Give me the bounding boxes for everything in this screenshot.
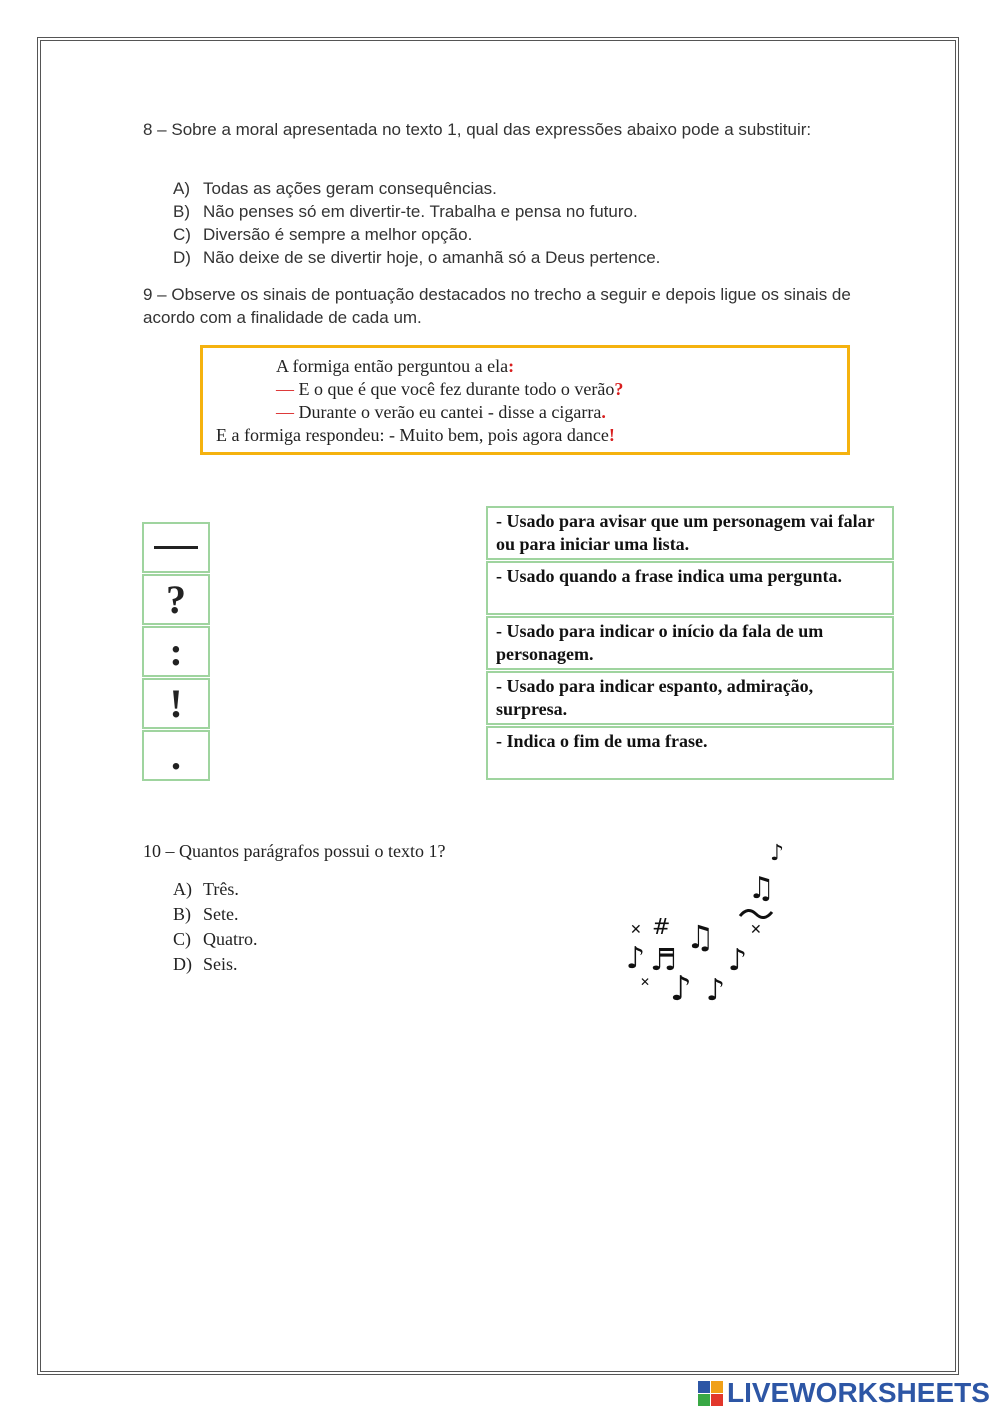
option-letter: A) bbox=[173, 179, 190, 198]
sharp-icon: # bbox=[652, 915, 671, 940]
option-text: Sete. bbox=[203, 904, 239, 924]
option-text: Três. bbox=[203, 879, 239, 899]
option-letter: B) bbox=[173, 202, 190, 221]
definition-column bbox=[486, 506, 894, 781]
option-text: Diversão é sempre a melhor opção. bbox=[203, 225, 473, 244]
option-a[interactable] bbox=[173, 877, 257, 902]
option-letter: A) bbox=[173, 879, 192, 899]
symbol-dash[interactable] bbox=[142, 522, 210, 573]
symbol-period[interactable]: . bbox=[142, 730, 210, 781]
highlighted-colon: : bbox=[508, 356, 515, 376]
option-b[interactable] bbox=[173, 902, 257, 927]
definition-item[interactable]: - Usado para indicar espanto, admiração, surpresa. bbox=[486, 671, 894, 725]
music-note-icon: ♬ bbox=[650, 943, 677, 978]
logo-squares-icon bbox=[698, 1381, 723, 1406]
option-letter: C) bbox=[173, 929, 191, 949]
punctuation-symbol-column bbox=[142, 522, 210, 782]
music-note-icon: ♪ bbox=[728, 943, 748, 978]
music-note-icon: ♫ bbox=[748, 871, 775, 906]
question-10: 10 – Quantos parágrafos possui o texto 1? bbox=[143, 841, 446, 861]
music-note-icon: ♫ bbox=[686, 918, 715, 956]
excerpt-line-2 bbox=[276, 379, 623, 400]
tilde-ornament bbox=[740, 910, 772, 917]
option-c[interactable] bbox=[173, 223, 660, 246]
question-9: 9 – Observe os sinais de pontuação destacados no trecho a seguir e depois ligue os sinais de acordo com a finalidade de cada um. bbox=[143, 285, 851, 327]
dash-glyph bbox=[154, 546, 198, 549]
excerpt-text: Durante o verão eu cantei - disse a cigarra bbox=[294, 402, 602, 422]
excerpt-line-1 bbox=[276, 356, 514, 377]
highlighted-dash: — bbox=[276, 402, 294, 422]
music-note-icon: ♪ bbox=[670, 969, 692, 1008]
excerpt-text: E a formiga respondeu: - Muito bem, pois agora dance bbox=[216, 425, 609, 445]
question-8: 8 – Sobre a moral apresentada no texto 1, qual das expressões abaixo pode a substituir: bbox=[143, 120, 812, 139]
highlighted-period: . bbox=[601, 402, 606, 422]
option-text: Não deixe de se divertir hoje, o amanhã só a Deus pertence. bbox=[203, 248, 661, 267]
option-letter: D) bbox=[173, 954, 192, 974]
option-text: Todas as ações geram consequências. bbox=[203, 179, 497, 198]
brand-name: LIVEWORKSHEETS bbox=[727, 1377, 990, 1408]
option-letter: D) bbox=[173, 248, 191, 267]
music-note-icon: ♪ bbox=[770, 841, 785, 866]
option-letter: B) bbox=[173, 904, 191, 924]
option-text: Não penses só em divertir-te. Trabalha e pensa no futuro. bbox=[203, 202, 638, 221]
question-8-options bbox=[173, 177, 660, 269]
option-text: Seis. bbox=[203, 954, 238, 974]
sparkle-icon: ✕ bbox=[640, 975, 651, 989]
option-letter: C) bbox=[173, 225, 191, 244]
sparkle-icon: ✕ bbox=[630, 922, 642, 938]
highlighted-dash: — bbox=[276, 379, 294, 399]
story-excerpt-box bbox=[200, 345, 850, 455]
highlighted-exclamation: ! bbox=[608, 425, 615, 445]
option-text: Quatro. bbox=[203, 929, 258, 949]
option-d[interactable] bbox=[173, 246, 660, 269]
option-a[interactable] bbox=[173, 177, 660, 200]
excerpt-text: E o que é que você fez durante todo o verão bbox=[294, 379, 615, 399]
definition-item[interactable]: - Usado para indicar o início da fala de um personagem. bbox=[486, 616, 894, 670]
sparkle-icon: ✕ bbox=[750, 922, 762, 938]
symbol-question-mark[interactable]: ? bbox=[142, 574, 210, 625]
definition-item[interactable]: - Indica o fim de uma frase. bbox=[486, 726, 894, 780]
music-note-icon: ♪ bbox=[626, 941, 646, 976]
symbol-colon[interactable]: : bbox=[142, 626, 210, 677]
definition-item[interactable]: - Usado para avisar que um personagem vai falar ou para iniciar uma lista. bbox=[486, 506, 894, 560]
symbol-exclamation[interactable]: ! bbox=[142, 678, 210, 729]
option-c[interactable] bbox=[173, 927, 257, 952]
excerpt-text: A formiga então perguntou a ela bbox=[276, 356, 509, 376]
excerpt-line-3 bbox=[276, 402, 606, 423]
question-10-options bbox=[173, 877, 257, 977]
liveworksheets-logo bbox=[698, 1378, 990, 1408]
option-d[interactable] bbox=[173, 952, 257, 977]
highlighted-question-mark: ? bbox=[614, 379, 624, 399]
option-b[interactable] bbox=[173, 200, 660, 223]
music-notes-illustration bbox=[620, 838, 810, 1008]
definition-item[interactable]: - Usado quando a frase indica uma pergunta. bbox=[486, 561, 894, 615]
excerpt-line-4 bbox=[216, 425, 615, 446]
music-note-icon: ♪ bbox=[706, 973, 726, 1008]
